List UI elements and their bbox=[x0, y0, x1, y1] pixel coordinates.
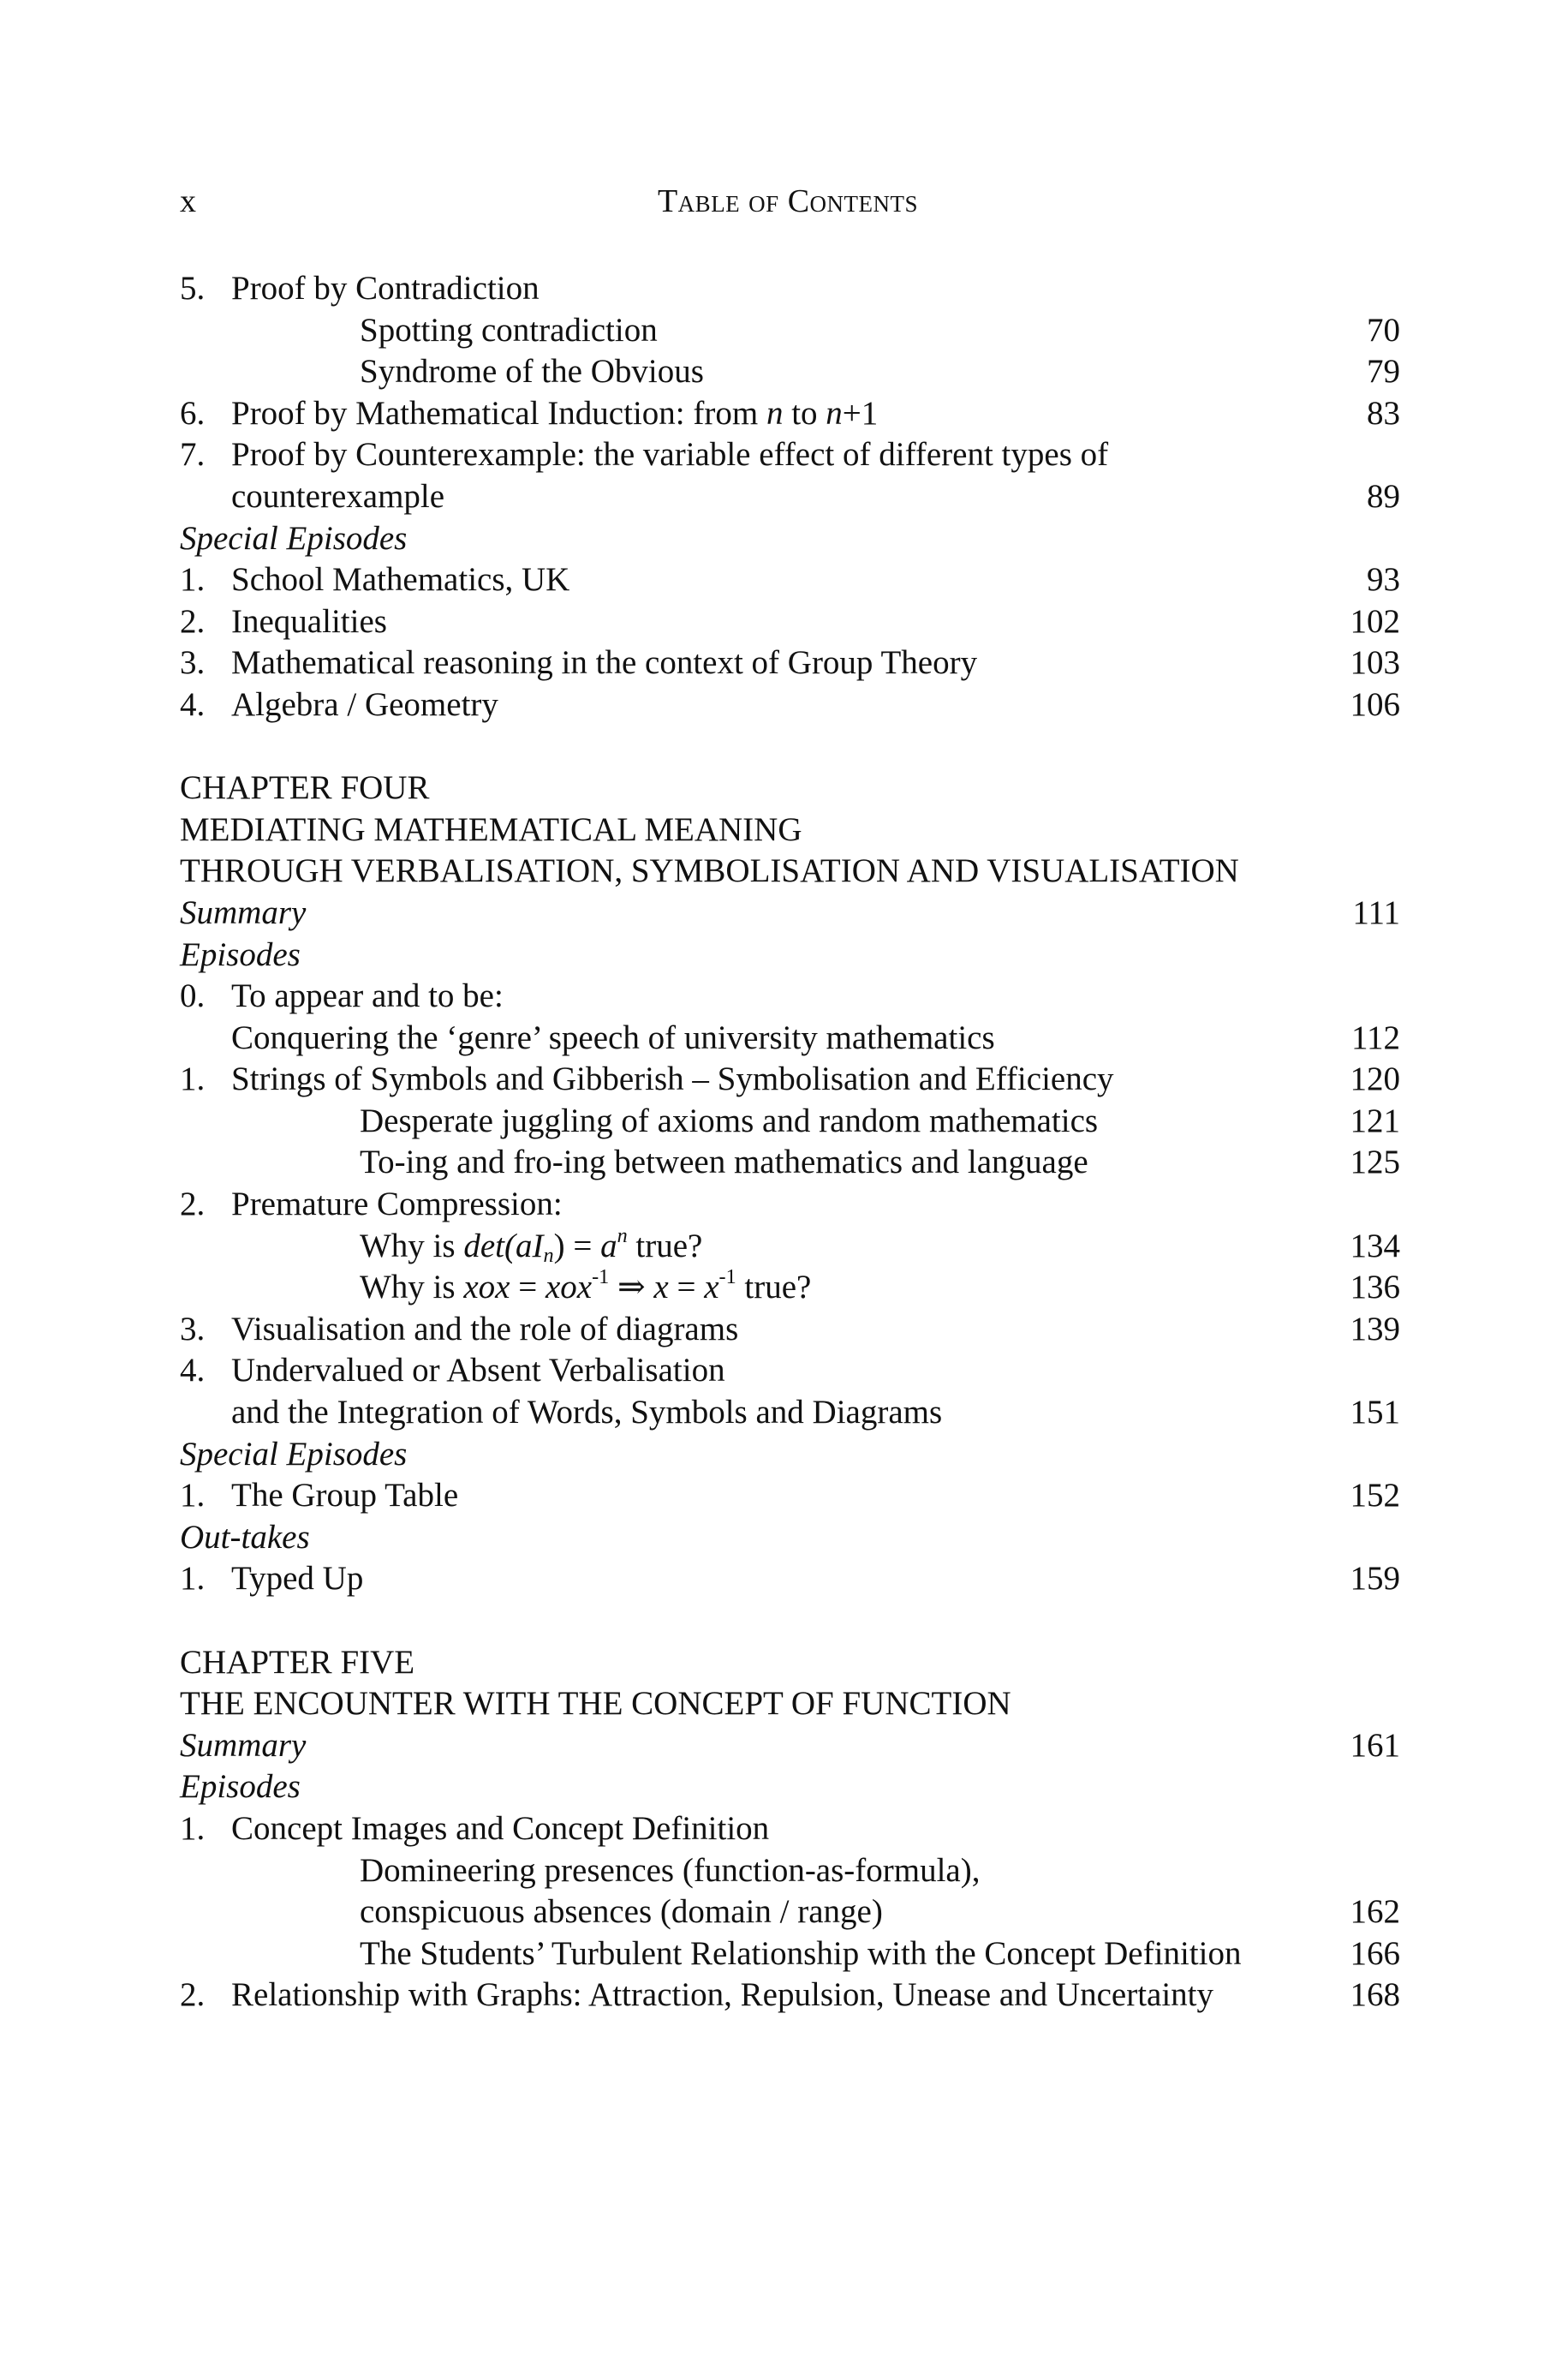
text-part: = bbox=[668, 1269, 705, 1306]
math-expr: I bbox=[532, 1227, 544, 1264]
chapter-label: CHAPTER FOUR bbox=[180, 769, 430, 807]
entry-number: 1. bbox=[180, 1560, 206, 1598]
entry-page: 162 bbox=[1350, 1893, 1400, 1931]
entry-number: 3. bbox=[180, 644, 206, 682]
entry-number: 5. bbox=[180, 270, 206, 307]
entry-number: 6. bbox=[180, 394, 206, 432]
entry-page: 112 bbox=[1350, 1019, 1400, 1056]
page-folio: x bbox=[180, 183, 196, 219]
entry-title: To appear and to be: bbox=[231, 977, 504, 1015]
entry-page: 136 bbox=[1350, 1269, 1400, 1306]
toc-entry-spotting-contradiction bbox=[180, 310, 1400, 352]
entry-page: 120 bbox=[1350, 1061, 1400, 1098]
entry-title: Strings of Symbols and Gibberish – Symbolisation and Efficiency bbox=[231, 1061, 1114, 1098]
toc-entry-ch4-outtake-1 bbox=[180, 1558, 1400, 1600]
text-part: true? bbox=[627, 1227, 703, 1264]
text-part: = bbox=[564, 1227, 601, 1264]
chapter-four-title-1 bbox=[180, 810, 1400, 851]
math-var: n bbox=[826, 394, 843, 432]
entry-title: and the Integration of Words, Symbols and Diagrams bbox=[231, 1394, 943, 1431]
entry-number: 4. bbox=[180, 685, 206, 723]
entry-page: 139 bbox=[1350, 1310, 1400, 1347]
toc-label-ch4-episodes bbox=[180, 935, 1400, 977]
entry-title: To-ing and fro-ing between mathematics and language bbox=[360, 1144, 1088, 1181]
toc-entry-ch5-ep1a-cont bbox=[180, 1891, 1400, 1933]
entry-title: Proof by Contradiction bbox=[231, 270, 540, 307]
text-part: ) bbox=[553, 1227, 565, 1264]
entry-number: 3. bbox=[180, 1310, 206, 1347]
entry-page: 111 bbox=[1352, 893, 1400, 931]
entry-page: 93 bbox=[1367, 561, 1400, 599]
math-expr: x bbox=[653, 1269, 669, 1306]
entry-title: Proof by Counterexample: the variable effect of different types of bbox=[231, 436, 1109, 474]
entry-title: School Mathematics, UK bbox=[231, 561, 570, 599]
toc-entry-proof-by-induction bbox=[180, 393, 1400, 435]
toc-entry-ch4-ep1a bbox=[180, 1101, 1400, 1143]
section-label: Episodes bbox=[180, 1768, 301, 1806]
entry-title: Domineering presences (function-as-formula), bbox=[360, 1851, 981, 1889]
text-part: true? bbox=[736, 1269, 812, 1306]
entry-page: 134 bbox=[1350, 1227, 1400, 1264]
toc-entry-proof-by-counterexample-cont bbox=[180, 476, 1400, 518]
entry-number: 1. bbox=[180, 1477, 206, 1515]
math-expr: a bbox=[600, 1227, 617, 1264]
title-prefix: Proof by Mathematical Induction: from bbox=[231, 394, 766, 432]
table-of-contents bbox=[180, 268, 1400, 2017]
entry-title: Syndrome of the Obvious bbox=[360, 353, 704, 391]
toc-label-ch4-special bbox=[180, 1434, 1400, 1476]
entry-title: Algebra / Geometry bbox=[231, 685, 498, 723]
toc-entry-ch5-ep1 bbox=[180, 1808, 1400, 1850]
toc-entry-ch4-ep2b bbox=[180, 1267, 1400, 1309]
toc-entry-special-3 bbox=[180, 642, 1400, 684]
entry-title: Spotting contradiction bbox=[360, 311, 658, 349]
chapter-title: THE ENCOUNTER WITH THE CONCEPT OF FUNCTION bbox=[180, 1685, 1011, 1723]
math-expr: det bbox=[463, 1227, 504, 1264]
math-superscript bbox=[617, 1224, 628, 1247]
entry-title: Mathematical reasoning in the context of Group Theory bbox=[231, 644, 978, 682]
entry-page: 168 bbox=[1350, 1976, 1400, 2014]
entry-page: 103 bbox=[1350, 644, 1400, 682]
entry-page: 79 bbox=[1367, 353, 1400, 391]
entry-page: 152 bbox=[1350, 1477, 1400, 1515]
entry-page: 121 bbox=[1350, 1102, 1400, 1139]
entry-title: Conquering the ‘genre’ speech of university mathematics bbox=[231, 1019, 995, 1056]
entry-title: Visualisation and the role of diagrams bbox=[231, 1310, 739, 1347]
section-label: Special Episodes bbox=[180, 519, 408, 557]
entry-title bbox=[360, 1223, 703, 1268]
math-expr: n bbox=[543, 1243, 554, 1267]
entry-page: 166 bbox=[1350, 1934, 1400, 1972]
chapter-five-title bbox=[180, 1683, 1400, 1725]
toc-entry-ch4-ep4 bbox=[180, 1350, 1400, 1392]
text-part: Why is bbox=[360, 1227, 464, 1264]
entry-number: 2. bbox=[180, 1186, 206, 1223]
entry-page: 70 bbox=[1367, 311, 1400, 349]
math-superscript: -1 bbox=[592, 1265, 610, 1289]
math-expr: a bbox=[515, 1227, 533, 1264]
toc-entry-ch4-ep0-sub bbox=[180, 1018, 1400, 1060]
entry-title: Concept Images and Concept Definition bbox=[231, 1809, 770, 1847]
toc-entry-ch4-summary bbox=[180, 893, 1400, 935]
implies-symbol: ⇒ bbox=[609, 1269, 654, 1306]
math-expr: xox bbox=[545, 1269, 593, 1306]
entry-page: 83 bbox=[1367, 394, 1400, 432]
entry-number: 1. bbox=[180, 1809, 206, 1847]
toc-entry-ch5-summary bbox=[180, 1725, 1400, 1767]
entry-number: 2. bbox=[180, 602, 206, 640]
toc-entry-ch5-ep2 bbox=[180, 1975, 1400, 2017]
section-label: Episodes bbox=[180, 935, 301, 973]
toc-entry-ch4-ep1 bbox=[180, 1059, 1400, 1101]
chapter-four-label bbox=[180, 768, 1400, 810]
toc-entry-proof-by-counterexample bbox=[180, 434, 1400, 476]
entry-page: 102 bbox=[1350, 602, 1400, 640]
math-expr: x bbox=[704, 1269, 719, 1306]
entry-title: Desperate juggling of axioms and random mathematics bbox=[360, 1102, 1099, 1139]
chapter-four-title-2 bbox=[180, 851, 1400, 893]
entry-number: 1. bbox=[180, 561, 206, 599]
title-mid: to bbox=[783, 394, 826, 432]
entry-title: Premature Compression: bbox=[231, 1186, 563, 1223]
toc-entry-ch5-ep1b bbox=[180, 1933, 1400, 1975]
section-label: Summary bbox=[180, 1726, 307, 1764]
toc-entry-ch4-special-1 bbox=[180, 1475, 1400, 1517]
section-label: Special Episodes bbox=[180, 1435, 408, 1473]
toc-label-ch5-episodes bbox=[180, 1766, 1400, 1808]
entry-title: Inequalities bbox=[231, 602, 387, 640]
toc-entry-proof-by-contradiction bbox=[180, 268, 1400, 310]
entry-title: Relationship with Graphs: Attraction, Repulsion, Unease and Uncertainty bbox=[231, 1976, 1214, 2014]
entry-number: 0. bbox=[180, 977, 206, 1015]
entry-number: 7. bbox=[180, 436, 206, 474]
section-label: Out-takes bbox=[180, 1518, 310, 1556]
toc-entry-ch4-ep1b bbox=[180, 1142, 1400, 1184]
toc-entry-ch4-ep0 bbox=[180, 976, 1400, 1018]
math-expr: xox bbox=[463, 1269, 510, 1306]
toc-entry-ch5-ep1a bbox=[180, 1850, 1400, 1892]
toc-entry-ch4-ep4-cont bbox=[180, 1392, 1400, 1434]
spacer bbox=[180, 726, 1400, 768]
text-part: Why is bbox=[360, 1269, 464, 1306]
running-header bbox=[180, 182, 1396, 234]
chapter-five-label bbox=[180, 1642, 1400, 1684]
entry-number: 1. bbox=[180, 1061, 206, 1098]
entry-page: 106 bbox=[1350, 685, 1400, 723]
toc-entry-special-2 bbox=[180, 601, 1400, 643]
entry-title: Undervalued or Absent Verbalisation bbox=[231, 1352, 725, 1389]
toc-entry-ch4-ep2 bbox=[180, 1184, 1400, 1226]
entry-page: 161 bbox=[1350, 1726, 1400, 1764]
entry-title bbox=[231, 393, 878, 435]
entry-title: The Students’ Turbulent Relationship with the Concept Definition bbox=[360, 1934, 1242, 1972]
toc-entry-special-4 bbox=[180, 684, 1400, 726]
math-expr: n bbox=[617, 1223, 628, 1247]
entry-title: counterexample bbox=[231, 477, 445, 515]
math-expr: ( bbox=[504, 1227, 516, 1264]
chapter-title: THROUGH VERBALISATION, SYMBOLISATION AND VISUALISATION bbox=[180, 852, 1239, 890]
entry-title bbox=[360, 1267, 811, 1309]
math-var: n bbox=[766, 394, 784, 432]
entry-page: 89 bbox=[1367, 477, 1400, 515]
math-subscript bbox=[543, 1244, 553, 1267]
entry-number: 2. bbox=[180, 1976, 206, 2014]
entry-title: The Group Table bbox=[231, 1477, 459, 1515]
math-superscript: -1 bbox=[718, 1265, 736, 1289]
entry-page: 125 bbox=[1350, 1144, 1400, 1181]
entry-title: Typed Up bbox=[231, 1560, 364, 1598]
toc-entry-ch4-ep2a bbox=[180, 1223, 1400, 1268]
entry-title: conspicuous absences (domain / range) bbox=[360, 1893, 883, 1931]
chapter-label: CHAPTER FIVE bbox=[180, 1643, 415, 1681]
toc-entry-ch4-ep3 bbox=[180, 1309, 1400, 1351]
running-title: Table of Contents bbox=[657, 183, 919, 219]
spacer bbox=[180, 1600, 1400, 1642]
toc-entry-syndrome-obvious bbox=[180, 351, 1400, 393]
entry-page: 151 bbox=[1350, 1394, 1400, 1431]
toc-entry-special-1 bbox=[180, 559, 1400, 601]
chapter-title: MEDIATING MATHEMATICAL MEANING bbox=[180, 810, 802, 848]
entry-number: 4. bbox=[180, 1352, 206, 1389]
text-part: = bbox=[510, 1269, 546, 1306]
entry-page: 159 bbox=[1350, 1560, 1400, 1598]
title-suffix: +1 bbox=[842, 394, 879, 432]
toc-label-special-episodes bbox=[180, 518, 1400, 560]
section-label: Summary bbox=[180, 893, 307, 931]
toc-label-ch4-outtakes bbox=[180, 1517, 1400, 1559]
